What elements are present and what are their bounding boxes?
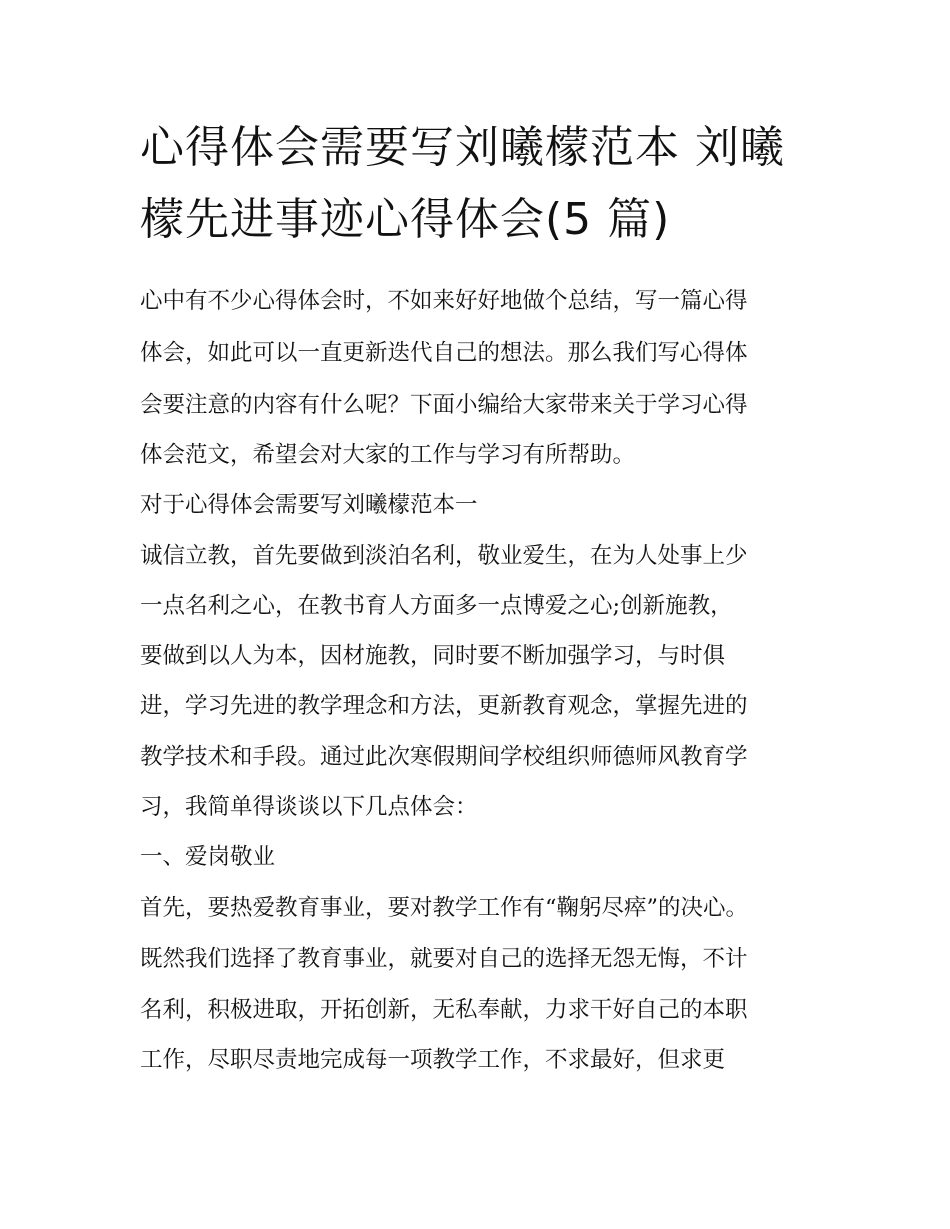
paragraph-line: 教学技术和手段。通过此次寒假期间学校组织师德师风教育学: [140, 744, 748, 770]
paragraph-line: 首先，要热爱教育事业，要对教学工作有“鞠躬尽瘁”的决心。: [140, 895, 749, 921]
paragraph-line: 心中有不少心得体会时，不如来好好地做个总结，写一篇心得: [140, 288, 748, 314]
paragraph-line: 体会范文，希望会对大家的工作与学习有所帮助。: [140, 442, 636, 468]
paragraph-line: 诚信立教，首先要做到淡泊名利，敬业爱生，在为人处事上少: [140, 543, 748, 569]
section-heading: 对于心得体会需要写刘曦檬范本一: [140, 492, 478, 518]
paragraph-line: 既然我们选择了教育事业，就要对自己的选择无怨无悔，不计: [140, 946, 748, 972]
document-title: 心得体会需要写刘曦檬范本 刘曦檬先进事迹心得体会(5 篇): [140, 122, 785, 245]
paragraph-line: 体会，如此可以一直更新迭代自己的想法。那么我们写心得体: [140, 340, 748, 366]
paragraph-line: 进，学习先进的教学理念和方法，更新教育观念，掌握先进的: [140, 693, 748, 719]
section-heading: 一、爱岗敬业: [140, 844, 276, 870]
paragraph-line: 名利，积极进取，开拓创新，无私奉献，力求干好自己的本职: [140, 997, 748, 1023]
paragraph-line: 一点名利之心，在教书育人方面多一点博爱之心;创新施教，: [140, 593, 733, 619]
paragraph-line: 会要注意的内容有什么呢？下面小编给大家带来关于学习心得: [140, 392, 748, 418]
paragraph-line: 要做到以人为本，因材施教，同时要不断加强学习，与时俱: [140, 643, 726, 669]
paragraph-line: 工作，尽职尽责地完成每一项教学工作，不求最好，但求更: [140, 1047, 726, 1073]
paragraph-line: 习，我简单得谈谈以下几点体会：: [140, 794, 478, 820]
